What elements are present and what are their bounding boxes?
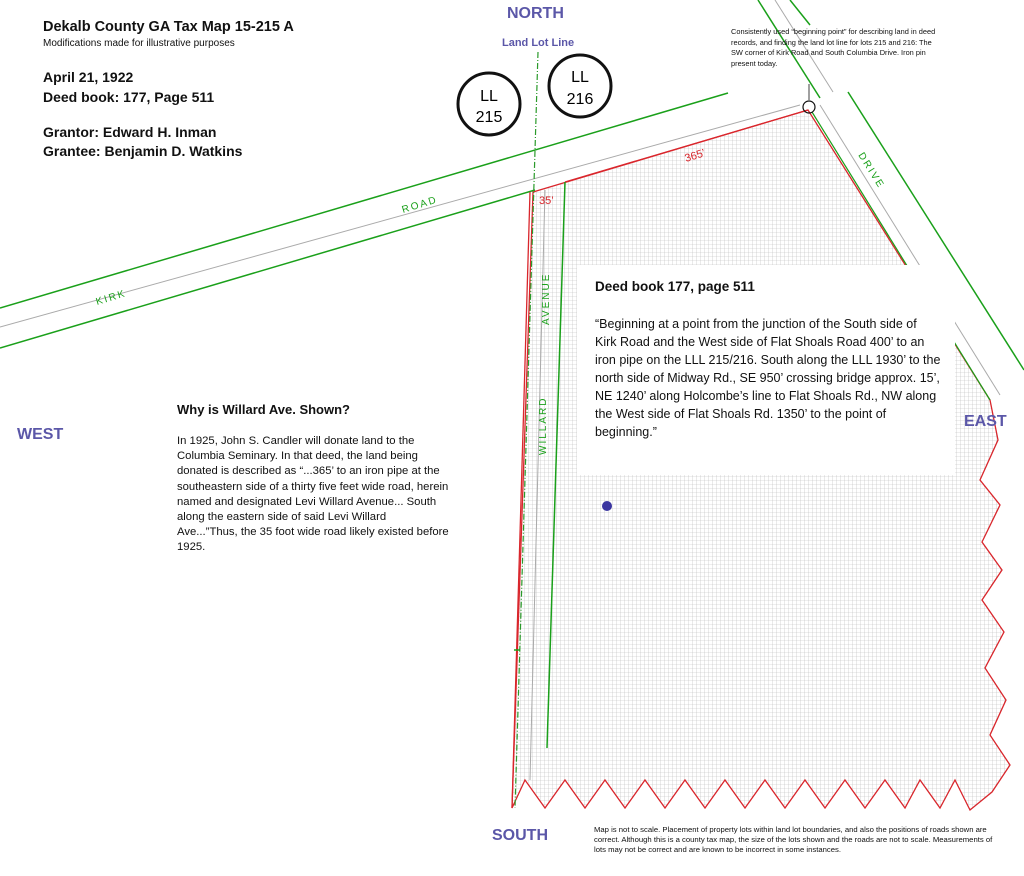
deed-quote-box	[577, 265, 955, 475]
deed-quote-text: “Beginning at a point from the junction of the South side of Kirk Road and the West side of Flat Shoals Road 400’ to an iron pipe on the LLL 215/216. South along the LLL 1930’ to the north side of Midway Rd., SE 950’ crossing bridge approx. 15’, NE 1240’ along Holcombe’s line to Flat Shoals Rd., NW along the West side of Flat Shoals Rd. 1350’ to the point of beginning.”	[595, 317, 941, 439]
measurement-365: 365’	[683, 147, 707, 165]
road-label-drive: DRIVE	[855, 150, 887, 191]
grantee: Grantee: Benjamin D. Watkins	[43, 143, 243, 159]
road-label-willard: WILLARD	[538, 396, 549, 455]
compass-east: EAST	[964, 413, 1007, 430]
grantor: Grantor: Edward H. Inman	[43, 124, 217, 140]
willard-section-text: In 1925, John S. Candler will donate land to the Columbia Seminary. In that deed, the land being donated is described as “...365’ to an iron pipe at the southeastern side of a thirty five feet wide road, herein named and designated Levi Willard Avenue... South along the eastern side of said Levi Willard Ave...”Thus, the 35 foot wide road likely existed before 1925.	[177, 435, 449, 554]
scale-disclaimer: Map is not to scale. Placement of property lots within land lot boundaries, and also the positions of roads shown are correct. Although this is a county tax map, the size of the lots shown and the roads are not to scale. Measurements of lots may not be correct and are known to be incorrect in some instances.	[594, 825, 993, 854]
deed-book-reference: Deed book: 177, Page 511	[43, 89, 215, 105]
compass-north: NORTH	[507, 5, 564, 22]
kirk-road-south-edge	[0, 190, 535, 348]
land-lot-215[interactable]	[458, 73, 520, 135]
road-label-kirk: KIRK	[94, 288, 128, 308]
compass-south: SOUTH	[492, 827, 548, 844]
map-title: Dekalb County GA Tax Map 15-215 A	[43, 19, 294, 35]
ll215-line1: LL	[480, 88, 498, 105]
deed-quote-title: Deed book 177, page 511	[595, 279, 755, 294]
map-subtitle: Modifications made for illustrative purposes	[43, 38, 235, 49]
location-dot[interactable]	[602, 501, 612, 511]
land-lot-line-label: Land Lot Line	[502, 37, 575, 49]
measurement-35: 35’	[539, 195, 554, 207]
ll216-line2: 216	[566, 91, 594, 108]
willard-section-title: Why is Willard Ave. Shown?	[177, 402, 350, 417]
ll216-line1: LL	[571, 69, 589, 86]
beginning-point-note: Consistently used “beginning point” for describing land in deed records, and finding the land lot line for lots 215 and 216: The SW corner of Kirk Road and South Columbia Drive. Iron pin present today.	[731, 27, 936, 68]
ll215-line2: 215	[475, 109, 503, 126]
drive-east-edge	[790, 0, 810, 25]
land-lot-216[interactable]	[549, 55, 611, 117]
deed-date: April 21, 1922	[43, 69, 134, 85]
road-label-road: ROAD	[400, 194, 440, 216]
compass-west: WEST	[17, 426, 64, 443]
road-label-avenue: AVENUE	[541, 272, 552, 325]
